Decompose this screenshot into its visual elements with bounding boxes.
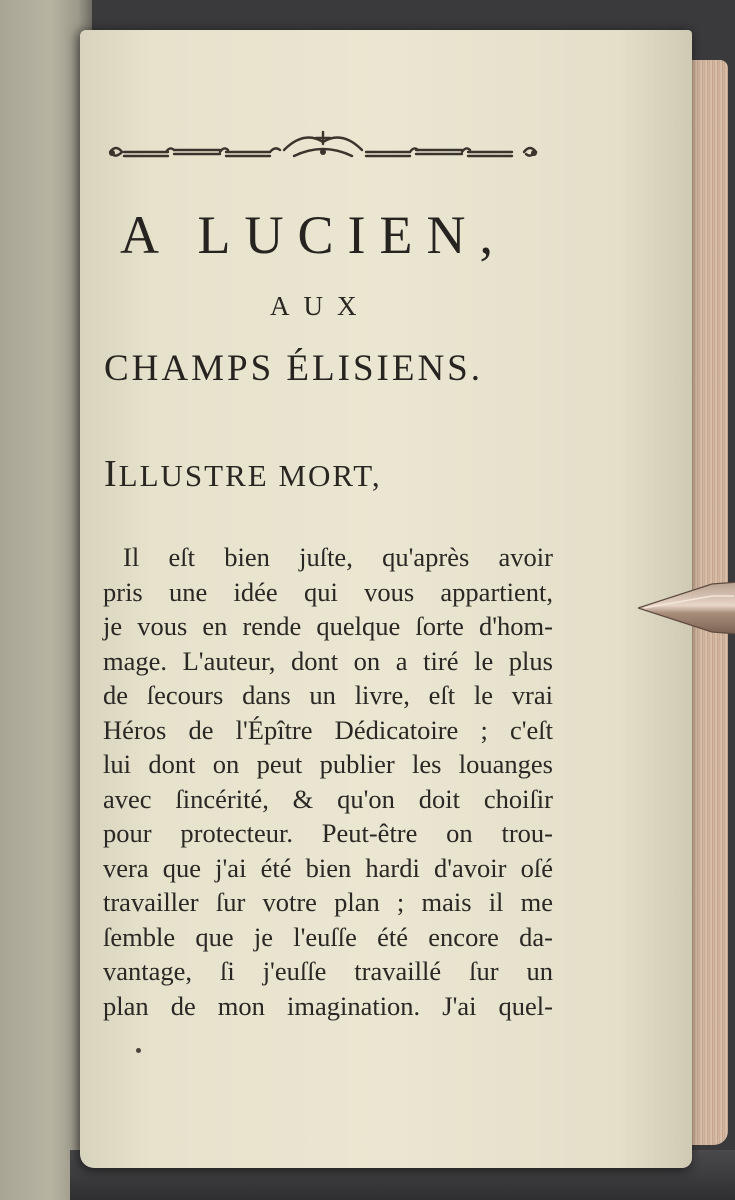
ink-speck [136, 1048, 141, 1053]
body-line: pris une idée qui vous appartient, [103, 576, 553, 607]
page-subtitle: AUX [270, 291, 371, 321]
facing-page-edge [0, 0, 92, 1200]
salutation-text: LLUSTRE MORT, [118, 458, 382, 493]
body-line: Il eſt bien juſte, qu'après avoir [123, 542, 553, 572]
body-line: Héros de l'Épître Dédicatoire ; c'eſt [103, 714, 553, 745]
body-line: vera que j'ai été bien hardi d'avoir oſé [103, 852, 553, 883]
salutation [104, 452, 524, 498]
body-paragraph [103, 540, 553, 1023]
body-line: je vous en rende quelque ſorte d'hom- [103, 611, 553, 641]
body-line: travailler ſur votre plan ; mais il me [103, 887, 553, 917]
ornament-band-icon [104, 128, 542, 170]
body-line: pour protecteur. Peut-être on trou- [103, 818, 553, 848]
salutation-initial: I [104, 453, 119, 495]
page-clip-icon [638, 580, 735, 636]
page-heading: CHAMPS ÉLISIENS. [104, 348, 483, 389]
body-line: de ſecours dans un livre, eſt le vrai [103, 680, 553, 710]
body-line: mage. L'auteur, dont on a tiré le plus [103, 645, 553, 676]
page-title: A LUCIEN, [120, 205, 507, 265]
body-line: ſemble que je l'euſſe été encore da- [103, 921, 553, 952]
body-line: lui dont on peut publier les louanges [103, 749, 553, 779]
body-line: plan de mon imagination. J'ai quel- [103, 990, 553, 1021]
body-line: avec ſincérité, & qu'on doit choiſir [103, 783, 553, 814]
body-line: vantage, ſi j'euſſe travaillé ſur un [103, 956, 553, 986]
